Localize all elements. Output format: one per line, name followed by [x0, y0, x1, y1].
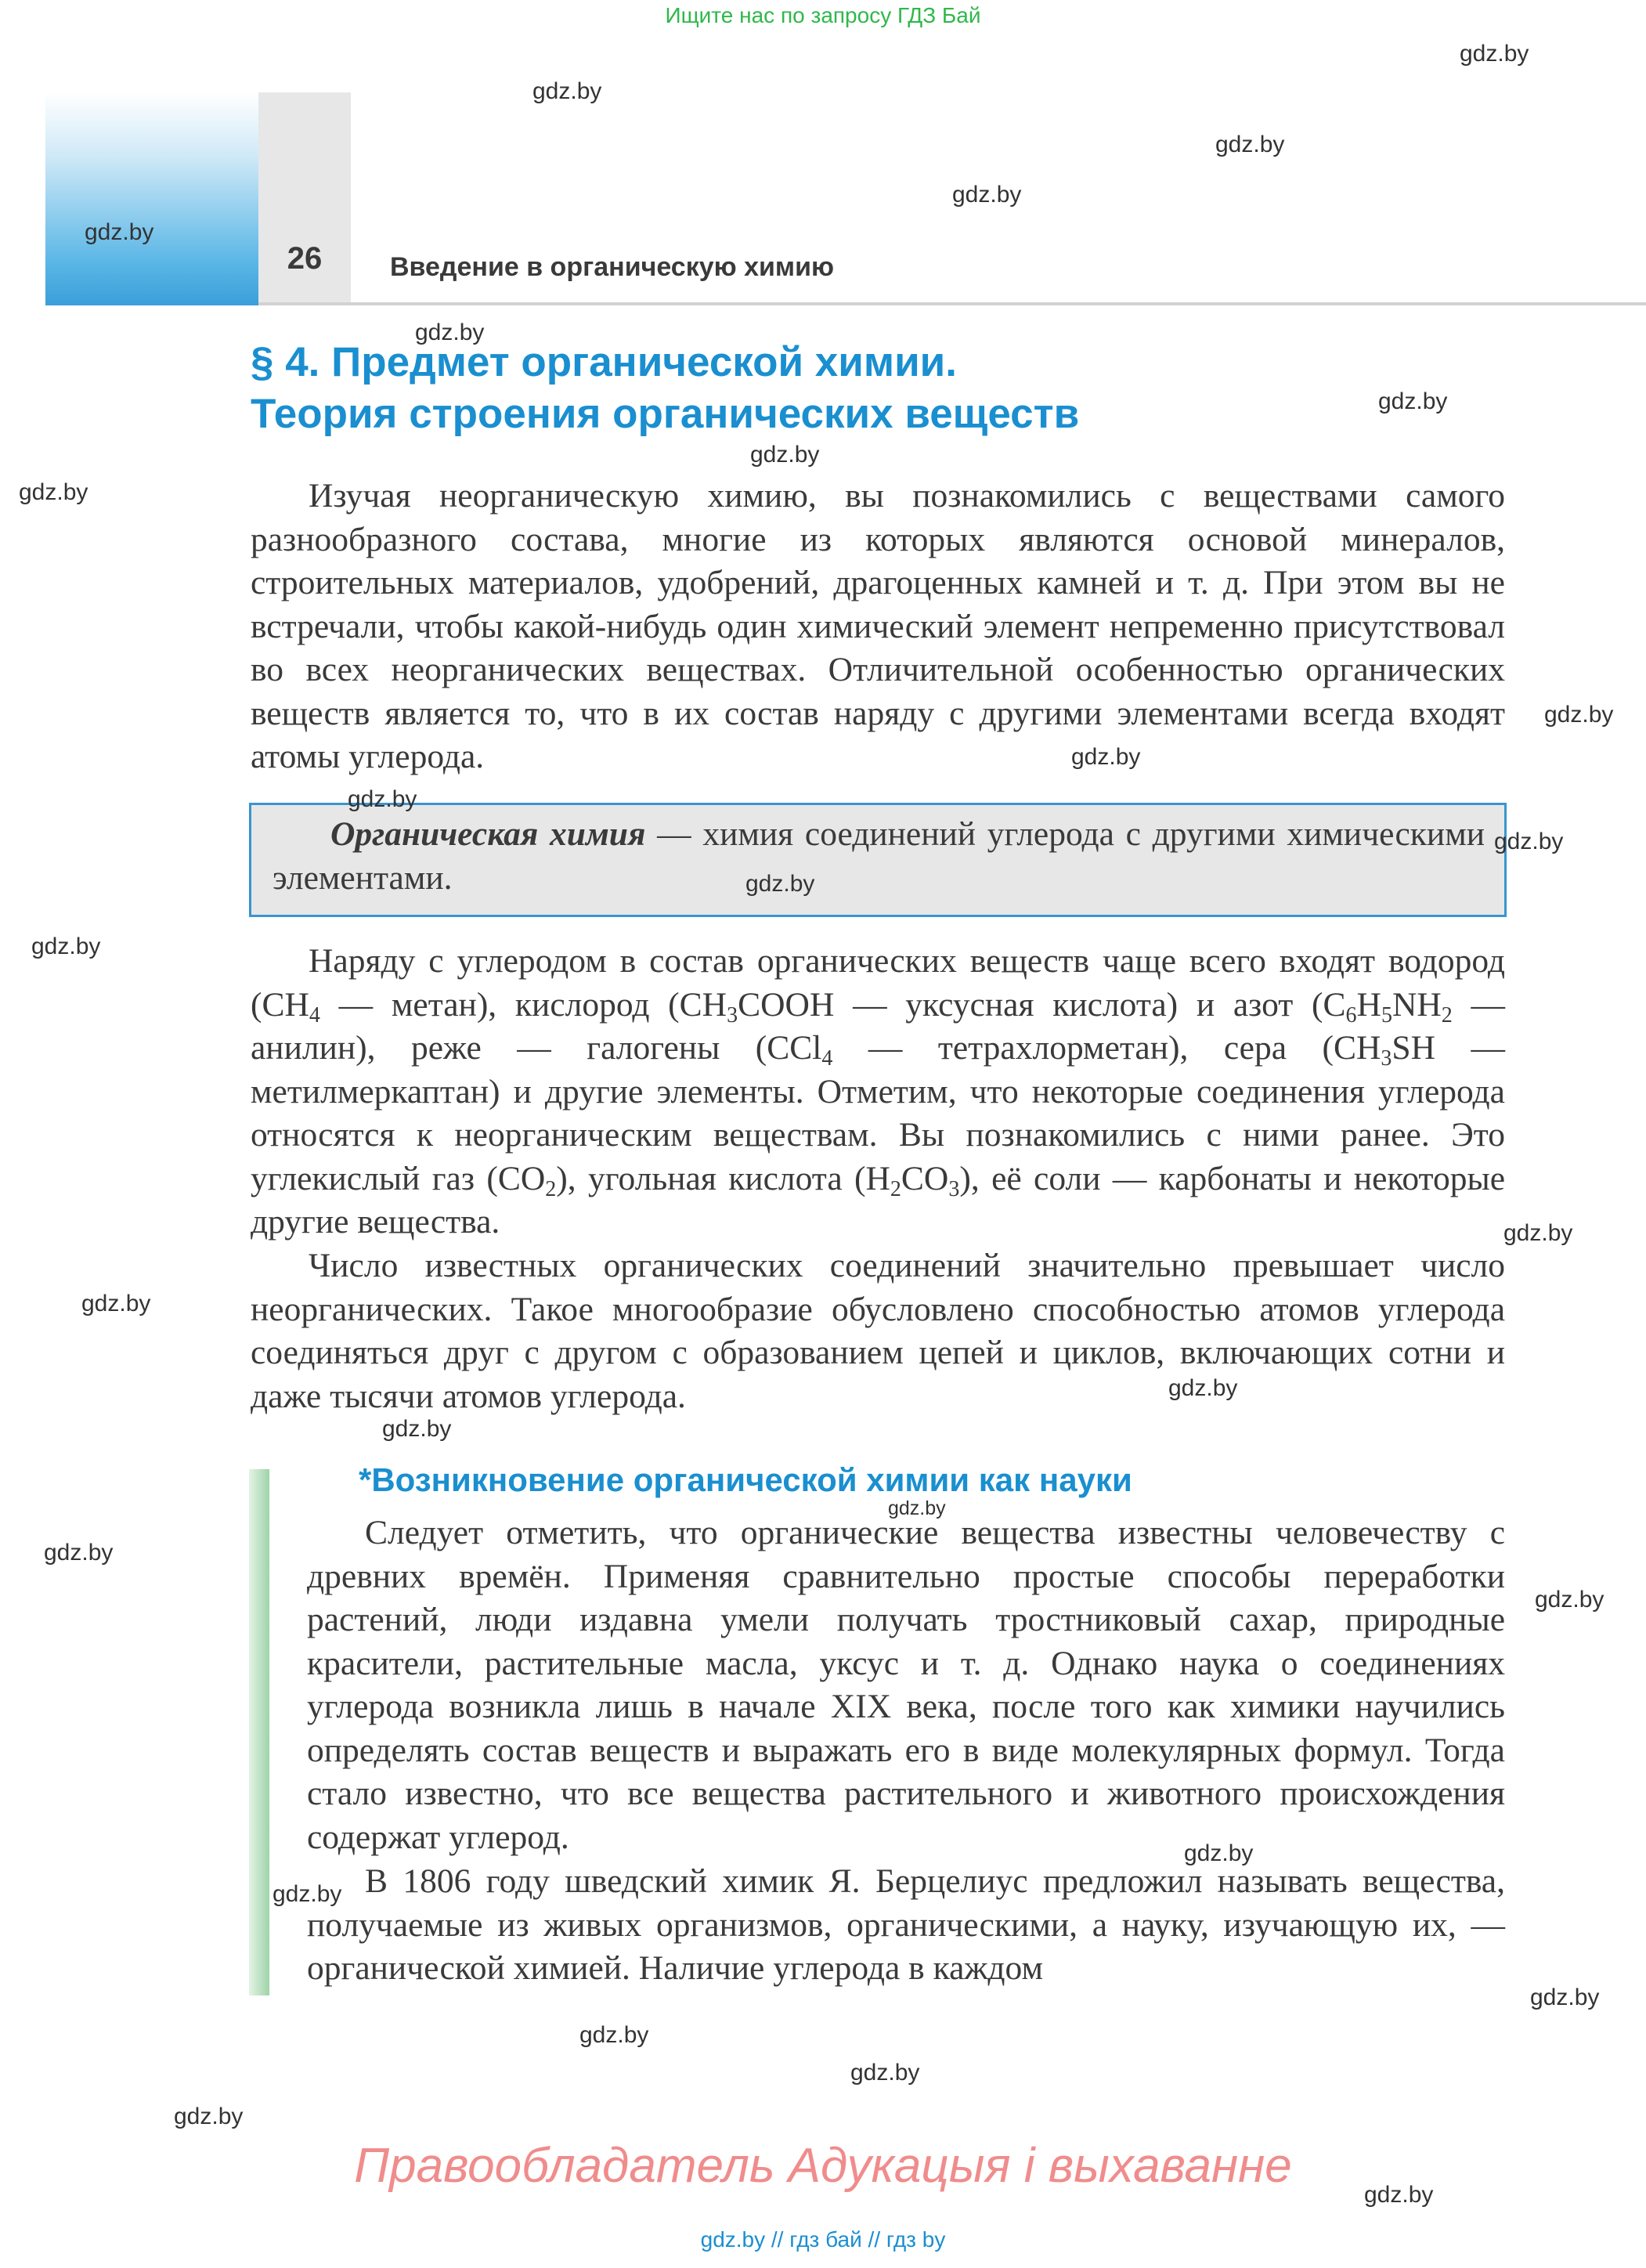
section-title-line1: § 4. Предмет органической химии.	[251, 339, 957, 385]
watermark: gdz.by	[1184, 1840, 1254, 1866]
subsection-side-bar	[249, 1469, 269, 1995]
watermark: gdz.by	[1364, 2182, 1434, 2208]
watermark: gdz.by	[348, 786, 417, 812]
watermark: gdz.by	[1071, 744, 1141, 770]
watermark: gdz.by	[81, 1291, 151, 1316]
definition-body: — химия соединений углерода с другими химическими элементами.	[273, 815, 1485, 897]
watermark: gdz.by	[1544, 702, 1614, 728]
subsection-paragraph1: Следует отметить, что органические вещества известны человечеству с древних времён. Применяя сравнительно простые способы переработки растений, люди издавна умели получать тростниковый сахар, природные красители, растительные масла, уксус и т. д. Однако наука о соединениях углерода возникла лишь в начале XIX века, после того как химики научились определять состав веществ и выражать его в виде молекулярных формул. Тогда стало известно, что все вещества растительного и животного происхождения содержат углерод.	[307, 1514, 1505, 1856]
watermark: gdz.by	[850, 2060, 920, 2086]
watermark: gdz.by	[1378, 388, 1448, 414]
watermark: gdz.by	[1168, 1375, 1238, 1401]
watermark: gdz.by	[273, 1881, 342, 1907]
watermark: gdz.by	[1530, 1984, 1600, 2010]
section-title-line2: Теория строения органических веществ	[251, 391, 1080, 437]
watermark: gdz.by	[1494, 829, 1564, 854]
paragraph-intro: Изучая неорганическую химию, вы познакомились с веществами самого разнообразного состава, многие из которых являются основой минералов, строительных материалов, удобрений, драгоценных камней и т. д. При этом вы не встречали, чтобы какой-нибудь один химический элемент непременно присутствовал во всех неорганических веществах. Отличительной особенностью органических веществ является то, что в их состав наряду с другими элементами всегда входят атомы углерода.	[251, 477, 1505, 775]
top-promo-link[interactable]: Ищите нас по запросу ГДЗ Бай	[665, 3, 981, 27]
paragraph-elements: Наряду с углеродом в состав органических веществ чаще всего входят водород ($CH_4$ — метан), кислород ($CH_3COOH$ — уксусная кислота) и азот ($C_6H_5NH_2$ — анилин), реже — галогены (CCl$_4$ — тетрахлорметан), сера ($CH_3SH$ — метилмеркаптан) и другие элементы. Отметим, что некоторые соединения углерода относятся к неорганическим веществам. Вы познакомились с ними ранее. Это углекислый газ $(CO_2)$, угольная кислота $(H_2CO_3)$, её соли — карбонаты и некоторые другие вещества.	[251, 942, 1506, 1241]
definition-text	[273, 813, 1485, 900]
header-divider	[258, 302, 1646, 305]
watermark: gdz.by	[382, 1416, 452, 1442]
watermark: gdz.by	[888, 1497, 946, 1519]
header-color-block	[45, 92, 258, 305]
watermark: gdz.by	[44, 1540, 114, 1566]
footer-links[interactable]: gdz.by // гдз бай // гдз by	[700, 2227, 946, 2252]
running-title: Введение в органическую химию	[390, 252, 835, 282]
page-number: 26	[287, 241, 323, 276]
subsection-title: *Возникновение органической химии как науки	[359, 1461, 1132, 1498]
watermark: gdz.by	[1535, 1587, 1604, 1613]
watermark: gdz.by	[19, 479, 88, 505]
watermark: gdz.by	[85, 219, 154, 245]
watermark: gdz.by	[1503, 1220, 1573, 1246]
watermark: gdz.by	[1215, 132, 1285, 157]
watermark: gdz.by	[1460, 41, 1529, 67]
subsection-paragraph2: В 1806 году шведский химик Я. Берцелиус предложил называть вещества, получаемые из живых организмов, органическими, а науку, изучающую их, — органической химией. Наличие углерода в каждом	[307, 1862, 1505, 1987]
watermark: gdz.by	[952, 182, 1022, 208]
copyright-notice: Правообладатель Адукацыя і выхаванне	[354, 2139, 1292, 2193]
watermark: gdz.by	[415, 320, 485, 345]
paragraph-diversity: Число известных органических соединений значительно превышает число неорганических. Такое многообразие обусловлено способностью атомов углерода соединяться друг с другом с образованием цепей и циклов, включающих сотни и даже тысячи атомов углерода.	[251, 1247, 1505, 1415]
watermark: gdz.by	[174, 2104, 244, 2129]
watermark: gdz.by	[579, 2022, 649, 2048]
definition-term: Органическая химия	[330, 815, 646, 853]
watermark: gdz.by	[745, 871, 815, 897]
watermark: gdz.by	[532, 78, 602, 104]
section-title	[251, 337, 1079, 440]
watermark: gdz.by	[31, 934, 101, 959]
watermark: gdz.by	[750, 442, 820, 468]
